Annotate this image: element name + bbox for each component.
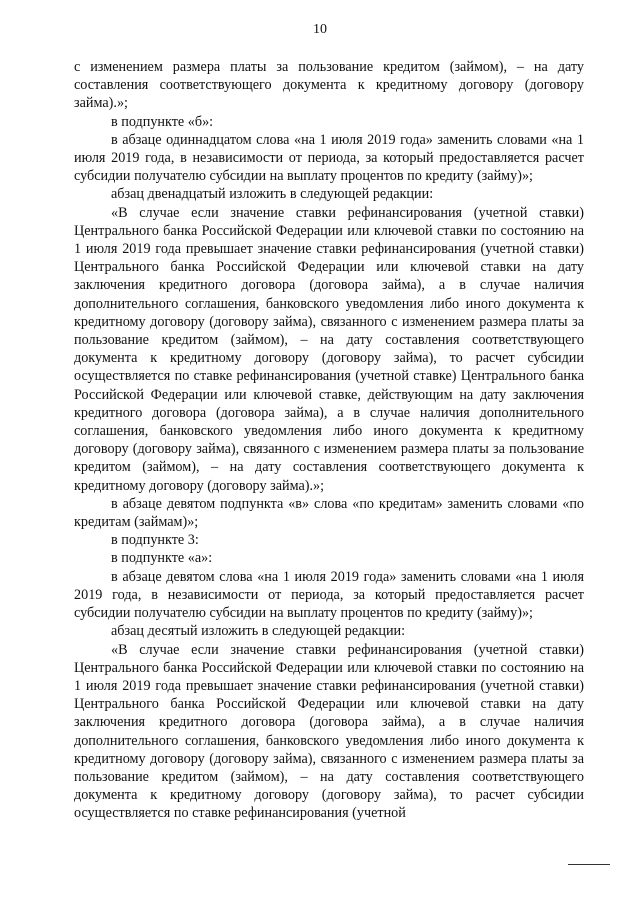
paragraph: с изменением размера платы за пользование кредитом (займом), – на дату составления соответствующего документа к кредитному договору (договору займа).»; [74,59,584,112]
paragraph: в подпункте «б»: [111,113,214,130]
paragraph: абзац десятый изложить в следующей редакции: [111,623,406,640]
document-body [74,58,584,823]
paragraph: в абзаце одиннадцатом слова «на 1 июля 2019 года» заменить словами «на 1 июля 2019 года, в независимости от периода, за который предоставляется расчет субсидии получателю субсидии на выплату процентов по кредиту (займу)»; [74,131,584,185]
paragraph: в подпункте 3: [111,532,199,549]
paragraph: абзац двенадцатый изложить в следующей редакции: [111,186,434,203]
paragraph: в подпункте «а»: [111,550,213,567]
paragraph: в абзаце девятом слова «на 1 июля 2019 года» заменить словами «на 1 июля 2019 года, в независимости от периода, за который предоставляется расчет субсидии получателю субсидии на выплату процентов по кредиту (займу)»; [74,568,584,622]
paragraph: «В случае если значение ставки рефинансирования (учетной ставки) Центрального банка Российской Федерации или ключевой ставки по состоянию на 1 июля 2019 года превышает значение ставки рефинансирования (учетной ставки) Центрального банка Российской Федерации или ключевой ставки на дату заключения кредитного договора (договора займа), а в случае наличия дополнительного соглашения, банковского уведомления либо иного документа к кредитному договору (договору займа), связанного с изменением размера платы за пользование кредитом (займом), – на дату составления соответствующего документа к кредитному договору (договору займа), то расчет субсидии осуществляется по ставке рефинансирования (учетной ставке) Центрального банка Российской Федерации или ключевой ставке, действующим на дату заключения кредитного договора (договора займа), а в случае наличия дополнительного соглашения, банковского уведомления либо иного документа к кредитному договору (договору займа), связанного с изменением размера платы за пользование кредитом (займом), – на дату составления соответствующего документа к кредитному договору (договору займа).»; [74,204,584,494]
paragraph: «В случае если значение ставки рефинансирования (учетной ставки) Центрального банка Российской Федерации или ключевой ставки по состоянию на 1 июля 2019 года превышает значение ставки рефинансирования (учетной ставки) Центрального банка Российской Федерации или ключевой ставки на дату заключения кредитного договора (договора займа), а в случае наличия дополнительного соглашения, банковского уведомления либо иного документа к кредитному договору (договору займа), связанного с изменением размера платы за пользование кредитом (займом), – на дату составления соответствующего документа к кредитному договору (договору займа), то расчет субсидии осуществляется по ставке рефинансирования (учетной [74,641,584,822]
page-number: 10 [313,22,327,37]
footer-mark [568,864,610,865]
paragraph: в абзаце девятом подпункта «в» слова «по кредитам» заменить словами «по кредитам (займам)»; [74,495,584,531]
